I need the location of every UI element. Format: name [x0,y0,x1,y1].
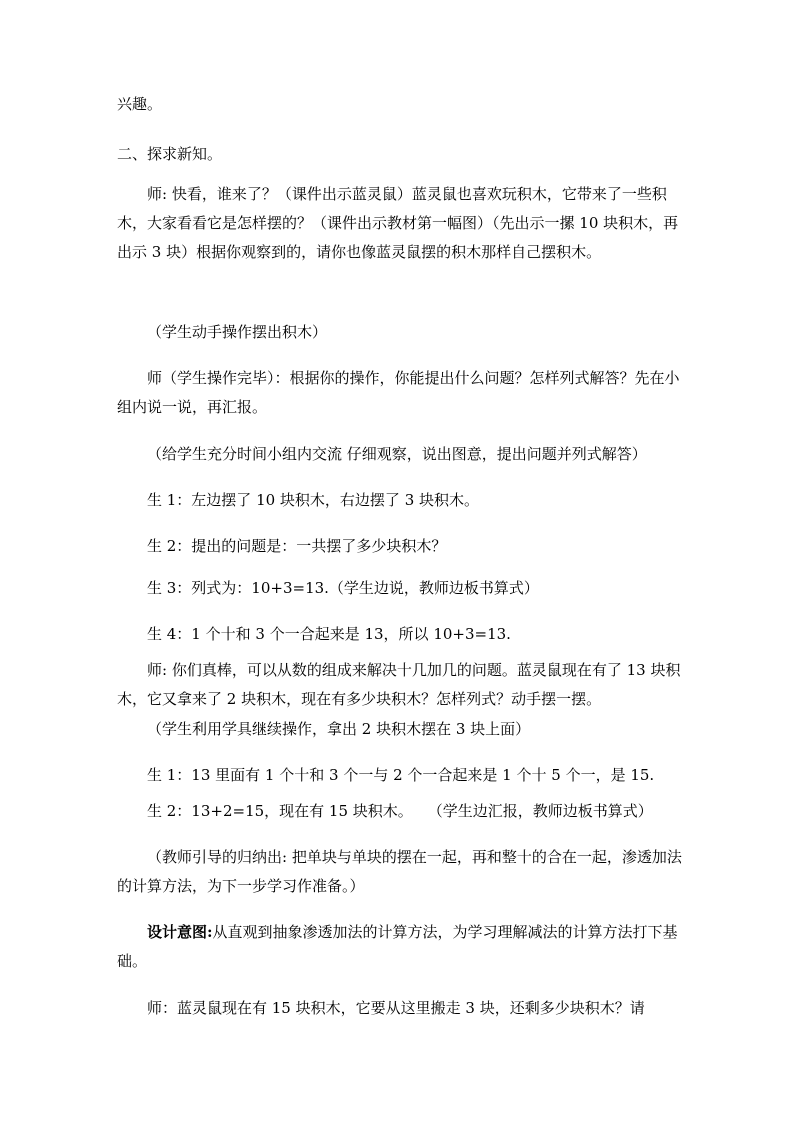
paragraph-student-2b: 生 2：13+2=15，现在有 15 块积木。 （学生边汇报，教师边板书算式） [147,802,653,820]
paragraph-student-3: 生 3：列式为：10+3=13.（学生边说，教师边板书算式） [147,579,539,597]
paragraph-student-1b: 生 1：13 里面有 1 个十和 3 个一与 2 个一合起来是 1 个十 5 个一，是 15. [147,766,655,784]
paragraph-teacher-question: 师（学生操作完毕）：根据你的操作，你能提出什么问题？怎样列式解答？先在小组内说一说，再汇报。 [117,369,680,416]
paragraph-student-1: 生 1：左边摆了 10 块积木，右边摆了 3 块积木。 [147,491,480,509]
design-intent-text: 从直观到抽象渗透加法的计算方法，为学习理解减法的计算方法打下基础。 [117,923,678,970]
paragraph-teacher-summary: （教师引导的归纳出: 把单块与单块的摆在一起，再和整十的合在一起，渗透加法的计算方法，为下一步学习作准备。） [117,848,682,895]
paragraph-student-4: 生 4：1 个十和 3 个一合起来是 13，所以 10+3=13. [147,625,511,643]
paragraph-continue-operation: （学生利用学具继续操作，拿出 2 块积木摆在 3 块上面） [147,720,531,738]
section-heading: 二、探求新知。 [117,145,223,163]
paragraph-student-operation: （学生动手操作摆出积木） [147,323,328,341]
paragraph-1: 兴趣。 [117,95,163,113]
paragraph-teacher-intro: 师: 快看，谁来了？（课件出示蓝灵鼠）蓝灵鼠也喜欢玩积木，它带来了一些积木，大家看看它是怎样摆的？（课件出示教材第一幅图）（先出示一摞 10 块积木，再出示 3 块）根据你观察到的，请你也像蓝灵鼠摆的积木那样自己摆积木。 [117,185,679,261]
paragraph-student-2: 生 2：提出的问题是：一共摆了多少块积木？ [147,537,447,555]
design-intent-label: 设计意图: [147,923,213,941]
paragraph-group-discussion: （给学生充分时间小组内交流 仔细观察，说出图意，提出问题并列式解答） [147,445,647,463]
paragraph-teacher-praise: 师: 你们真棒，可以从数的组成来解决十几加几的问题。蓝灵鼠现在有了 13 块积木，它又拿来了 2 块积木，现在有多少块积木？怎样列式？动手摆一摆。 [117,661,681,708]
paragraph-teacher-subtraction: 师：蓝灵鼠现在有 15 块积木，它要从这里搬走 3 块，还剩多少块积木？请 [147,999,645,1017]
paragraph-design-intent [117,918,687,976]
